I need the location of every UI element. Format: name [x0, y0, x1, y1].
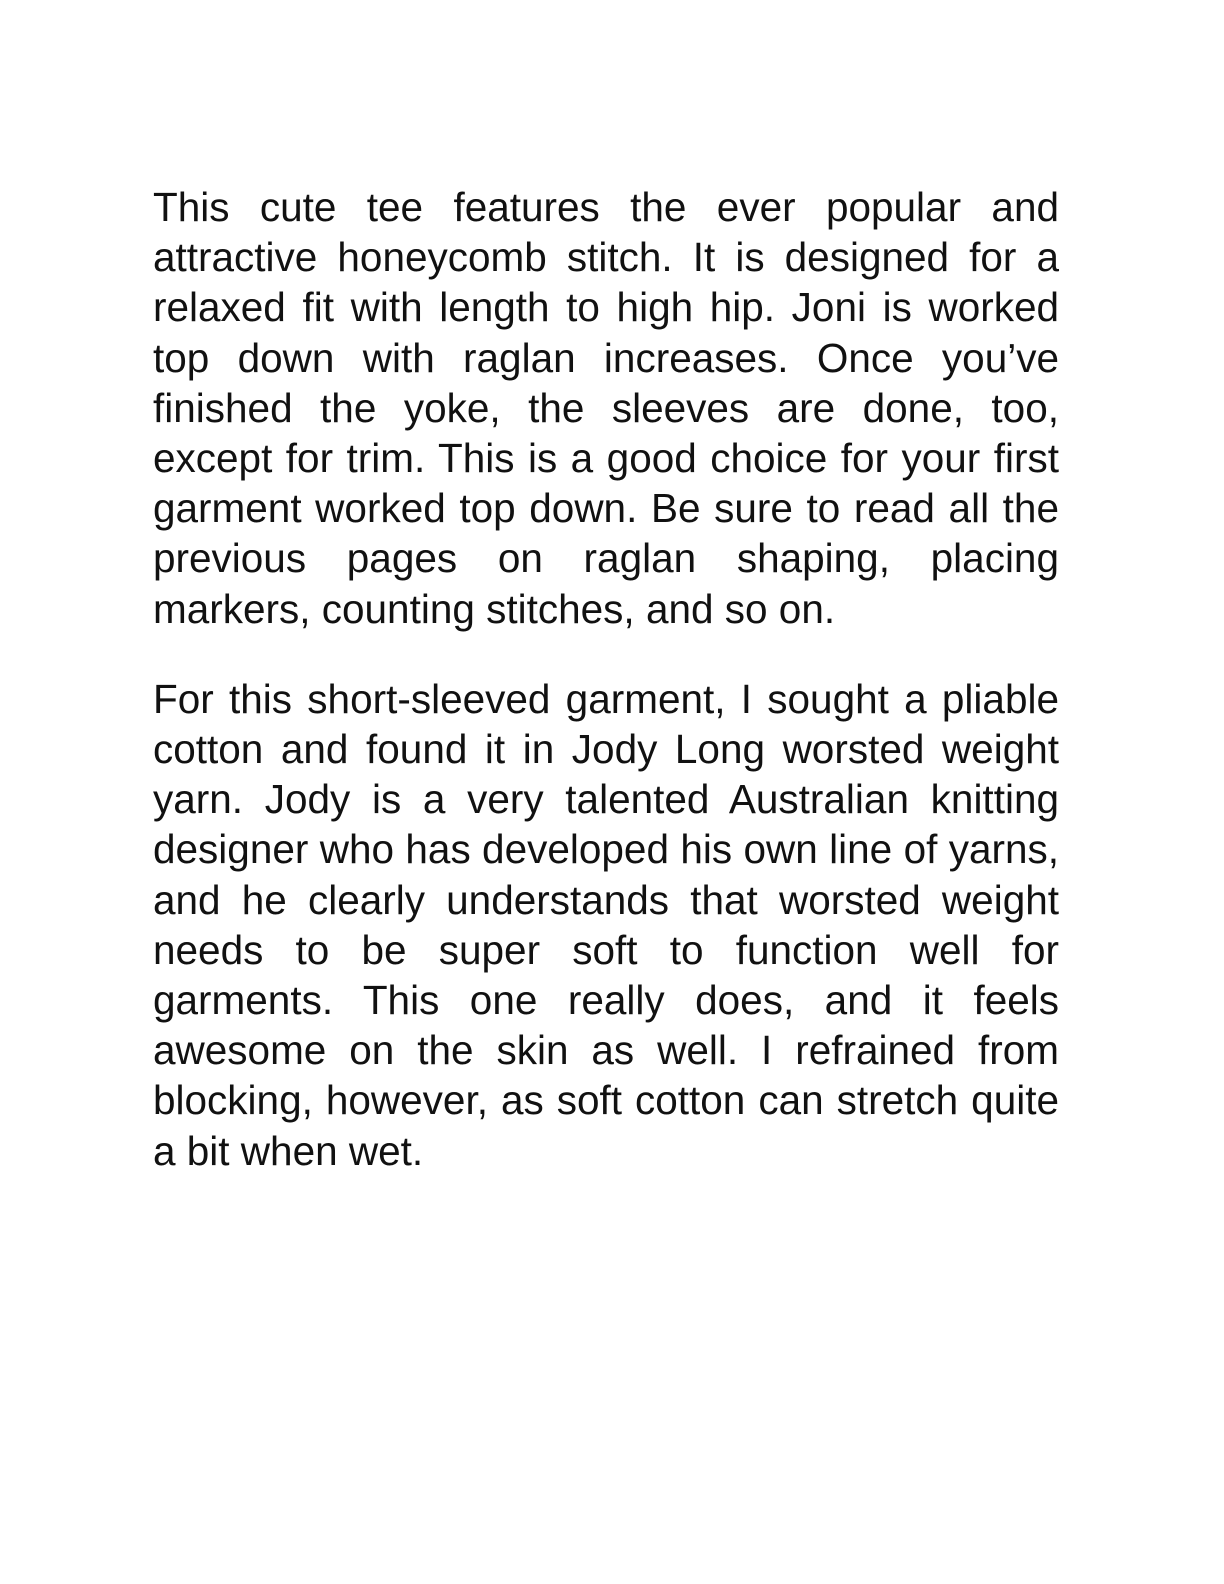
- paragraph-intro: This cute tee features the ever popular and attractive honeycomb stitch. It is designed for a relaxed fit with length to high hip. Joni is worked top down with raglan increases. Once you’ve finished the yoke, the sleeves are done, too, except for trim. This is a good choice for your first garment worked top down. Be sure to read all the previous pages on raglan shaping, placing markers, counting stitches, and so on.: [153, 184, 1059, 632]
- paragraph-yarn: For this short-sleeved garment, I sought a pliable cotton and found it in Jody Long worsted weight yarn. Jody is a very talented Australian knitting designer who has developed his own line of yarns, and he clearly understands that worsted weight needs to be super soft to function well for garments. This one really does, and it feels awesome on the skin as well. I refrained from blocking, however, as soft cotton can stretch quite a bit when wet.: [153, 675, 1059, 1174]
- body-text: [153, 182, 1059, 1176]
